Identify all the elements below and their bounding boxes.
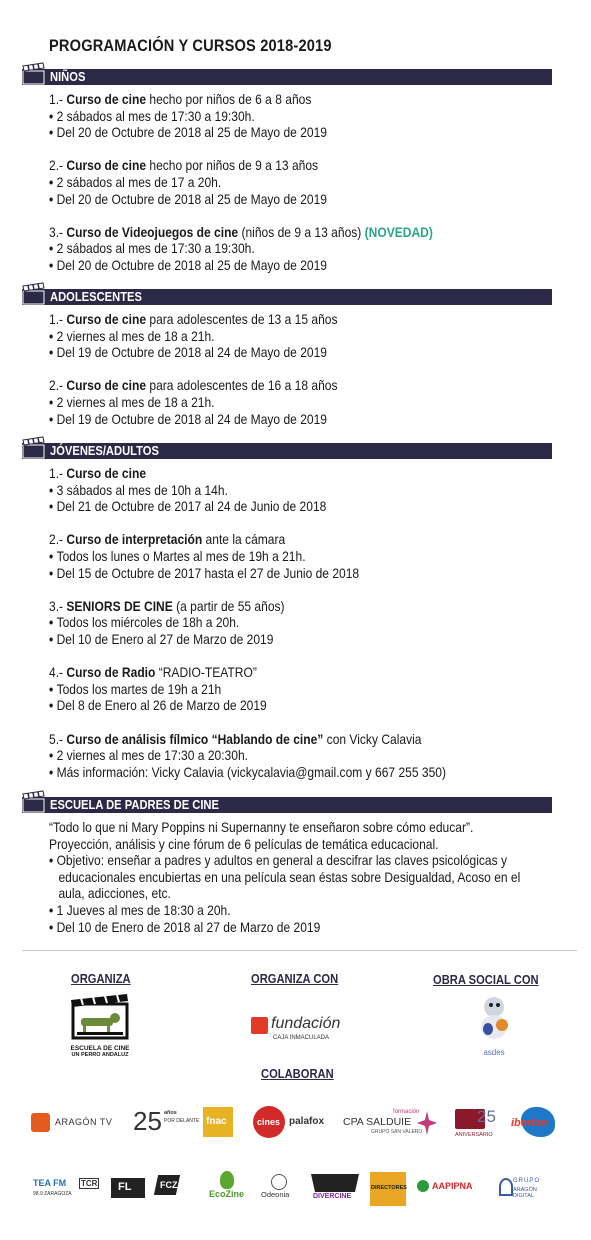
aragon-tv-text: ARAGÓN TV (55, 1117, 113, 1127)
organiza-con-heading: ORGANIZA CON (251, 971, 339, 986)
fnac-25-number: 25 (133, 1106, 162, 1136)
palafox-text: palafox (289, 1116, 325, 1127)
fundacion-text: fundación (271, 1015, 341, 1032)
list-item: • 1 Jueves al mes de 18:30 a 20h. (49, 902, 520, 919)
escuela-logo-text: ESCUELA DE CINE (70, 1045, 130, 1052)
divercine-logo (309, 1174, 361, 1204)
clapperboard-dog-icon (69, 992, 131, 1040)
fnac-25-logo (133, 1106, 235, 1142)
divercine-text: DIVERCINE (313, 1193, 352, 1200)
list-item: • 2 sábados al mes de 17 a 20h. (49, 174, 433, 191)
asdes-logo (474, 995, 514, 1055)
divercine-shape-icon (309, 1174, 361, 1192)
cpa-star-icon (417, 1111, 437, 1135)
list-item-continuation: educacionales encubiertas en una película sean éstas sobre Desigualdad, Acoso en el (58, 868, 521, 885)
course-heading: 3.- SENIORS DE CINE (a partir de 55 años) (49, 597, 285, 614)
iberfan-logo (511, 1107, 561, 1139)
fnac-anos-text: años (164, 1110, 177, 1116)
course-heading: 1.- Curso de cine (49, 465, 147, 481)
course-heading: 1.- Curso de cine para adolescentes de 13 a 15 años (49, 311, 338, 327)
iberfan-text: iberfan (511, 1117, 548, 1129)
section-label: ESCUELA DE PADRES DE CINE (50, 797, 219, 812)
aragon-tv-logo (31, 1113, 121, 1133)
adolescentes-content (49, 311, 337, 427)
clapperboard-icon (22, 62, 46, 86)
fundacion-mark-icon (251, 1017, 268, 1034)
aapipna-text: AAPIPNA (432, 1181, 473, 1191)
list-item: • Del 15 de Octubre de 2017 hasta el 27 de Junio de 2018 (49, 565, 446, 582)
list-item: • Del 21 de Octubre de 2017 al 24 de Junio de 2018 (49, 498, 446, 515)
section-bar-padres (22, 797, 552, 813)
section-label: JÓVENES/ADULTOS (50, 443, 159, 458)
jovenes-content (49, 465, 446, 780)
list-item: • Todos los miércoles de 18h a 20h. (49, 614, 446, 631)
odeonia-text: Odeonia (261, 1190, 290, 1199)
list-item: • Del 20 de Octubre de 2018 al 25 de Mayo de 2019 (49, 257, 433, 274)
page-title: PROGRAMACIÓN Y CURSOS 2018-2019 (49, 36, 332, 55)
list-item: • 2 sábados al mes de 17:30 a 19:30h. (49, 108, 433, 125)
divider (22, 950, 577, 951)
clapperboard-icon (22, 790, 46, 814)
list-item: • Del 8 de Enero al 26 de Marzo de 2019 (49, 697, 446, 714)
asdes-figure-icon (474, 995, 514, 1043)
course-heading: 4.- Curso de Radio “RADIO-TEATRO” (49, 664, 257, 681)
course-heading: 5.- Curso de análisis fílmico “Hablando de cine” con Vicky Calavia (49, 730, 422, 747)
asdes-text: asdes (483, 1048, 505, 1057)
cpa-salduie-logo (343, 1109, 438, 1137)
directores-logo: DIRECTORES (370, 1172, 406, 1206)
grupo-text: GRUPO (513, 1178, 541, 1184)
aapipna-logo (417, 1180, 487, 1202)
grupo-aragon-mark-icon (499, 1178, 513, 1196)
escuela-logo-subtext: UN PERRO ANDALUZ (71, 1052, 129, 1058)
grupo-sub-text: ARAGÓN DIGITAL (513, 1187, 537, 1199)
section-bar-adolescentes (22, 289, 552, 305)
description-text: Proyección, análisis y cine fórum de 6 películas de temática educacional. (49, 835, 439, 852)
fnac-square-icon: fnac (203, 1107, 233, 1137)
ecozine-logo (209, 1171, 247, 1205)
list-item: • Del 19 de Octubre de 2018 al 24 de Mayo de 2019 (49, 344, 337, 361)
odeonia-emblem-icon (271, 1174, 287, 1190)
ecozine-frog-icon (220, 1171, 234, 1189)
cpa-sub-text: GRUPO SAN VALERO (371, 1129, 423, 1135)
course-heading: 2.- Curso de cine para adolescentes de 16 a 18 años (49, 377, 338, 394)
cines-palafox-logo (253, 1106, 335, 1140)
course-heading: 2.- Curso de interpretación ante la cámara (49, 531, 286, 548)
fundacion-logo (251, 1015, 346, 1043)
ecozine-text: EcoZine (209, 1189, 245, 1199)
aniversario-text: ANIVERSARIO (455, 1132, 493, 1138)
fnac-por-text: POR DELANTE (164, 1118, 200, 1124)
section-label: ADOLESCENTES (50, 289, 142, 304)
ninos-content (49, 91, 433, 274)
course-heading: 1.- Curso de cine hecho por niños de 6 a 8 años (49, 91, 312, 107)
list-item: • 2 viernes al mes de 18 a 21h. (49, 394, 337, 411)
course-heading: 2.- Curso de cine hecho por niños de 9 a 13 años (49, 157, 319, 174)
teafm-text: TEA FM (33, 1178, 67, 1188)
list-item: • Del 20 de Octubre de 2018 al 25 de Mayo de 2019 (49, 124, 433, 141)
novedad-badge: (NOVEDAD) (364, 223, 433, 240)
obra-social-heading: OBRA SOCIAL CON (433, 972, 539, 987)
colaboran-heading: COLABORAN (261, 1066, 334, 1081)
list-item: • Del 10 de Enero al 27 de Marzo de 2019 (49, 631, 446, 648)
quote-text: “Todo lo que ni Mary Poppins ni Supernanny te enseñaron sobre cómo educar”. (49, 819, 474, 835)
list-item: • 2 viernes al mes de 17:30 a 20:30h. (49, 747, 446, 764)
tcr-text: TCR (81, 1179, 98, 1188)
list-item: • Objetivo: enseñar a padres y adultos en general a descifrar las claves psicológicas y (49, 852, 520, 869)
section-bar-jovenes (22, 443, 552, 459)
clapperboard-icon (22, 282, 46, 306)
list-item-continuation: aula, adicciones, etc. (58, 885, 171, 902)
aniversario-logo (455, 1109, 499, 1143)
list-item: • 3 sábados al mes de 10h a 14h. (49, 482, 446, 499)
course-heading: 3.- Curso de Videojuegos de cine (niños de 9 a 13 años) (NOVEDAD) (49, 223, 433, 240)
caja-text: CAJA INMACULADA (273, 1035, 330, 1041)
grupo-aragon-digital-logo (499, 1178, 559, 1200)
escuela-cine-logo (69, 992, 131, 1060)
odeonia-logo (259, 1174, 299, 1204)
cpa-text: CPA SALDUIE (343, 1116, 412, 1128)
clapperboard-icon (22, 436, 46, 460)
section-label: NIÑOS (50, 69, 86, 84)
cines-circle-icon: cines (253, 1106, 285, 1138)
list-item: • Del 20 de Octubre de 2018 al 25 de Mayo de 2019 (49, 191, 433, 208)
list-item: • 2 sábados al mes de 17:30 a 19:30h. (49, 240, 433, 257)
list-item: • 2 viernes al mes de 18 a 21h. (49, 328, 337, 345)
teafm-logo (33, 1178, 101, 1202)
fcz-logo: FCZ (156, 1175, 196, 1203)
fl-logo: FL (111, 1178, 145, 1198)
padres-content (49, 819, 520, 935)
aapipna-tree-icon (417, 1180, 429, 1192)
organiza-heading: ORGANIZA (71, 971, 131, 986)
list-item: • Del 10 de Enero de 2018 al 27 de Marzo de 2019 (49, 919, 520, 936)
aragon-tv-mark-icon (31, 1113, 50, 1132)
section-bar-ninos (22, 69, 552, 85)
teafm-sub-text: 98.9 ZARAGOZA (33, 1191, 72, 1197)
list-item: • Más información: Vicky Calavia (vickycalavia@gmail.com y 667 255 350) (49, 764, 446, 781)
list-item: • Todos los lunes o Martes al mes de 19h a 21h. (49, 548, 446, 565)
cpa-formacion-text: formación (393, 1109, 420, 1115)
aniversario-number: 25 (477, 1107, 496, 1126)
list-item: • Todos los martes de 19h a 21h (49, 681, 446, 698)
list-item: • Del 19 de Octubre de 2018 al 24 de Mayo de 2019 (49, 411, 337, 428)
